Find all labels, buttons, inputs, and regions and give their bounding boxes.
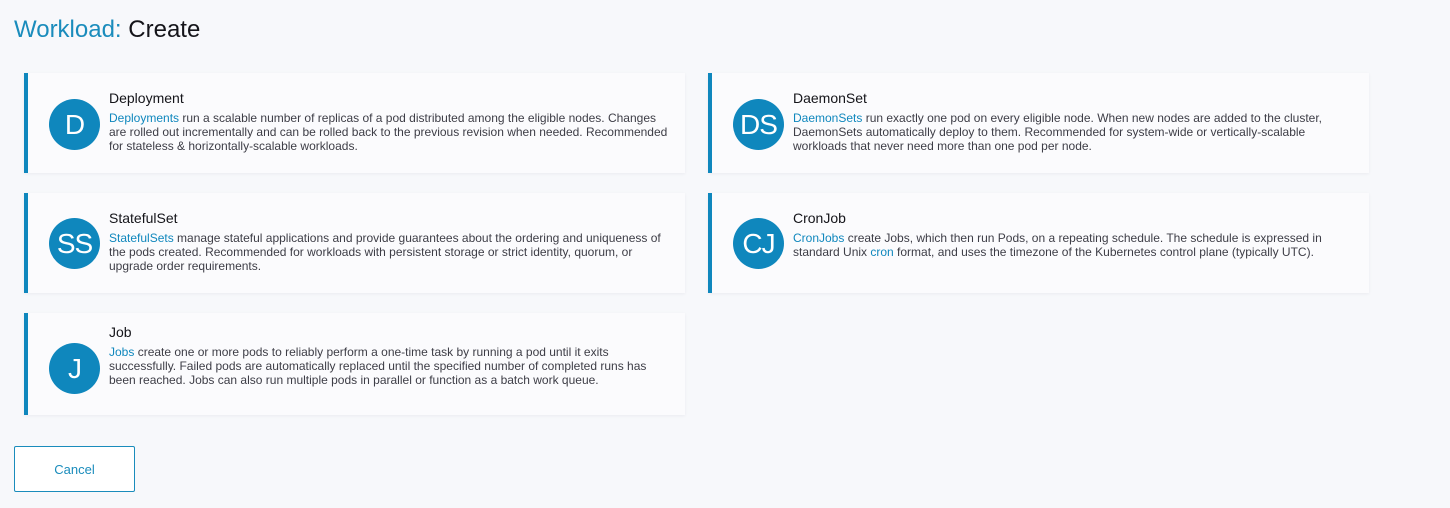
page-title-main: Create: [128, 16, 201, 43]
cancel-button[interactable]: Cancel: [14, 446, 135, 492]
card-description: [109, 111, 669, 154]
card-description-text: run a scalable number of replicas of a pod distributed among the eligible nodes. Changes are rolled out incrementally and can be rolled back to the previous revision when needed. Recommended for stateless & horizontally-scalable workloads.: [109, 111, 668, 154]
card-description: [793, 231, 1353, 259]
card-body: [793, 90, 1353, 154]
card-body: [109, 324, 669, 388]
card-description: [793, 111, 1353, 154]
card-body: [109, 210, 669, 274]
card-description-text: format, and uses the timezone of the Kubernetes control plane (typically UTC).: [893, 245, 1314, 260]
card-description-text: create Jobs, which then run Pods, on a repeating schedule. The schedule is expressed in standard Unix: [793, 231, 1322, 260]
card-description: [109, 231, 669, 274]
daemonsets-doc-link[interactable]: DaemonSets: [793, 111, 863, 125]
card-description-text: run exactly one pod on every eligible node. When new nodes are added to the cluster, DaemonSets automatically deploy to them. Recommended for system-wide or vertically-scalable workloads that never need more than one pod per node.: [793, 111, 1323, 154]
card-title: DaemonSet: [793, 90, 867, 106]
card-title: Job: [109, 324, 132, 340]
card-description: [109, 345, 669, 388]
workload-card-statefulset[interactable]: [24, 193, 685, 293]
cronjob-badge-icon: CJ: [733, 218, 784, 269]
deployment-badge-icon: D: [49, 99, 100, 150]
statefulset-badge-icon: SS: [49, 218, 100, 269]
card-description-text: manage stateful applications and provide guarantees about the ordering and uniqueness of the pods created. Recommended for workloads with persistent storage or strict identity, quorum, or upgrade order requirements.: [109, 231, 661, 274]
jobs-doc-link[interactable]: Jobs: [109, 345, 135, 359]
statefulsets-doc-link[interactable]: StatefulSets: [109, 231, 174, 245]
workload-card-cronjob[interactable]: [708, 193, 1369, 293]
card-title: Deployment: [109, 90, 184, 106]
job-badge-icon: J: [49, 343, 100, 394]
workload-card-daemonset[interactable]: [708, 73, 1369, 173]
page-title-prefix: Workload:: [14, 16, 122, 43]
workload-card-job[interactable]: [24, 313, 685, 415]
cronjobs-doc-link[interactable]: CronJobs: [793, 231, 845, 245]
workload-card-deployment[interactable]: [24, 73, 685, 173]
card-body: [793, 210, 1353, 259]
card-body: [109, 90, 669, 154]
card-title: StatefulSet: [109, 210, 178, 226]
deployments-doc-link[interactable]: Deployments: [109, 111, 180, 125]
card-title: CronJob: [793, 210, 846, 226]
page-title: [14, 15, 200, 45]
daemonset-badge-icon: DS: [733, 99, 784, 150]
card-description-text: create one or more pods to reliably perform a one-time task by running a pod until it exits successfully. Failed pods are automatically replaced until the specified number of completed runs has been reached. Jobs can also run multiple pods in parallel or function as a batch work queue.: [109, 345, 647, 388]
cron-format-link[interactable]: cron: [870, 245, 894, 260]
